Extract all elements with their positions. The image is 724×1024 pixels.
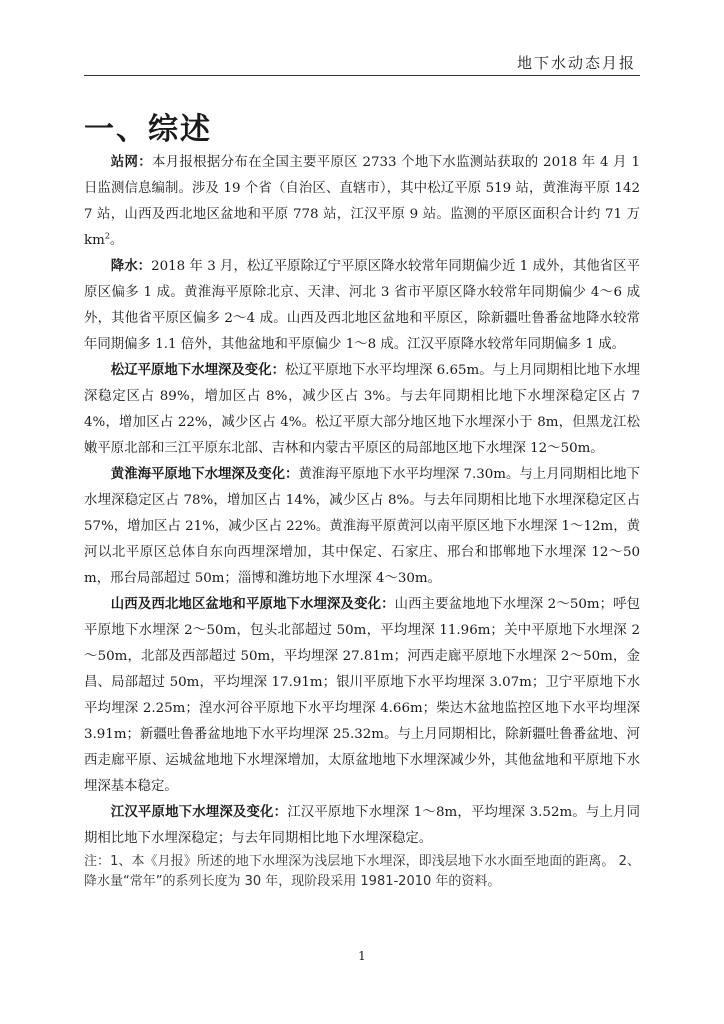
- paragraph-songliao: [84, 358, 640, 462]
- paragraph-precipitation: [84, 254, 640, 358]
- report-header-title: 地下水动态月报: [516, 54, 636, 72]
- paragraph-text: 松辽平原地下水平均埋深 6.65m。与上月同期相比地下水埋深稳定区占 89%，增加区占 8%，减少区占 3%。与去年同期相比地下水埋深稳定区占 74%，增加区占 22%，减少区占 4%。松辽平原大部分地区地下水埋深小于 8m，但黑龙江松嫩平原北部和三江平原东北部、吉林和内蒙古平原区的局部地区地下水埋深 12～50m。: [84, 363, 641, 456]
- paragraph-shanxi-northwest: [84, 592, 640, 800]
- paragraph-lead: 松辽平原地下水埋深及变化：: [110, 363, 286, 378]
- paragraph-text: 黄淮海平原地下水平均埋深 7.30m。与上月同期相比地下水埋深稳定区占 78%，增加区占 14%，减少区占 8%。与去年同期相比地下水埋深稳定区占 57%，增加区占 21%，减少区占 22%。黄淮海平原黄河以南平原区地下水埋深 1～12m，黄河以北平原区总体自东向西埋深增加，其中保定、石家庄、邢台和邯郸地下水埋深 12～50m，邢台局部超过 50m；淄博和潍坊地下水埋深 4～30m。: [84, 467, 640, 586]
- superscript: 2: [104, 231, 110, 241]
- paragraph-text: 江汉平原地下水埋深 1～8m，平均埋深 3.52m。与上月同期相比地下水埋深稳定；与去年同期相比地下水埋深稳定。: [84, 805, 641, 846]
- document-body: [84, 150, 640, 892]
- paragraph-text: 本月报根据分布在全国主要平原区 2733 个地下水监测站获取的 2018 年 4 月 1 日监测信息编制。涉及 19 个省（自治区、直辖市），其中松辽平原 519 站，黄淮海平原 1427 站，山西及西北地区盆地和平原 778 站，江汉平原 9 站。监测的平原区面积合计约 71 万 km: [84, 155, 640, 248]
- footnote: 注：1、本《月报》所述的地下水埋深为浅层地下水埋深，即浅层地下水水面至地面的距离。 2、降水量“常年”的系列长度为 30 年，现阶段采用 1981-2010 年的资料。: [84, 854, 640, 889]
- paragraph-lead: 站网：: [110, 155, 152, 170]
- section-title: 一、综述: [84, 112, 212, 147]
- paragraph-lead: 降水：: [110, 259, 152, 274]
- paragraph-text: 山西主要盆地地下水埋深 2～50m；呼包平原地下水埋深 2～50m，包头北部超过 50m，平均埋深 11.96m；关中平原地下水埋深 2～50m，北部及西部超过 50m，平均埋深 27.81m；河西走廊平原地下水埋深 2～50m，金昌、局部超过 50m，平均埋深 17.91m；银川平原地下水平均埋深 3.07m；卫宁平原地下水平均埋深 2.25m；湟水河谷平原地下水平均埋深 4.66m；柴达木盆地监控区地下水平均埋深 3.91m；新疆吐鲁番盆地地下水平均埋深 25.32m。与上月同期相比，除新疆吐鲁番盆地、河西走廊平原、运城盆地地下水埋深增加，太原盆地地下水埋深减少外，其他盆地和平原地下水埋深基本稳定。: [84, 597, 640, 794]
- header-divider: [84, 75, 640, 76]
- paragraph-station-network: [84, 150, 640, 254]
- paragraph-lead: 江汉平原地下水埋深及变化：: [110, 805, 288, 820]
- paragraph-lead: 黄淮海平原地下水埋深及变化：: [110, 467, 299, 482]
- paragraph-jianghan: [84, 800, 640, 852]
- paragraph-tail: 。: [109, 233, 124, 248]
- paragraph-huanghuaihai: [84, 462, 640, 592]
- paragraph-lead: 山西及西北地区盆地和平原地下水埋深及变化：: [110, 597, 395, 612]
- paragraph-text: 2018 年 3 月，松辽平原除辽宁平原区降水较常年同期偏少近 1 成外，其他省区平原区偏多 1 成。黄淮海平原除北京、天津、河北 3 省市平原区降水较常年同期偏少 4～6 成外，其他省平原区偏多 2～4 成。山西及西北地区盆地和平原区，除新疆吐鲁番盆地降水较常年同期偏多 1.1 倍外，其他盆地和平原偏少 1～8 成。江汉平原降水较常年同期偏多 1 成。: [84, 259, 640, 352]
- page-number: 1: [358, 949, 366, 963]
